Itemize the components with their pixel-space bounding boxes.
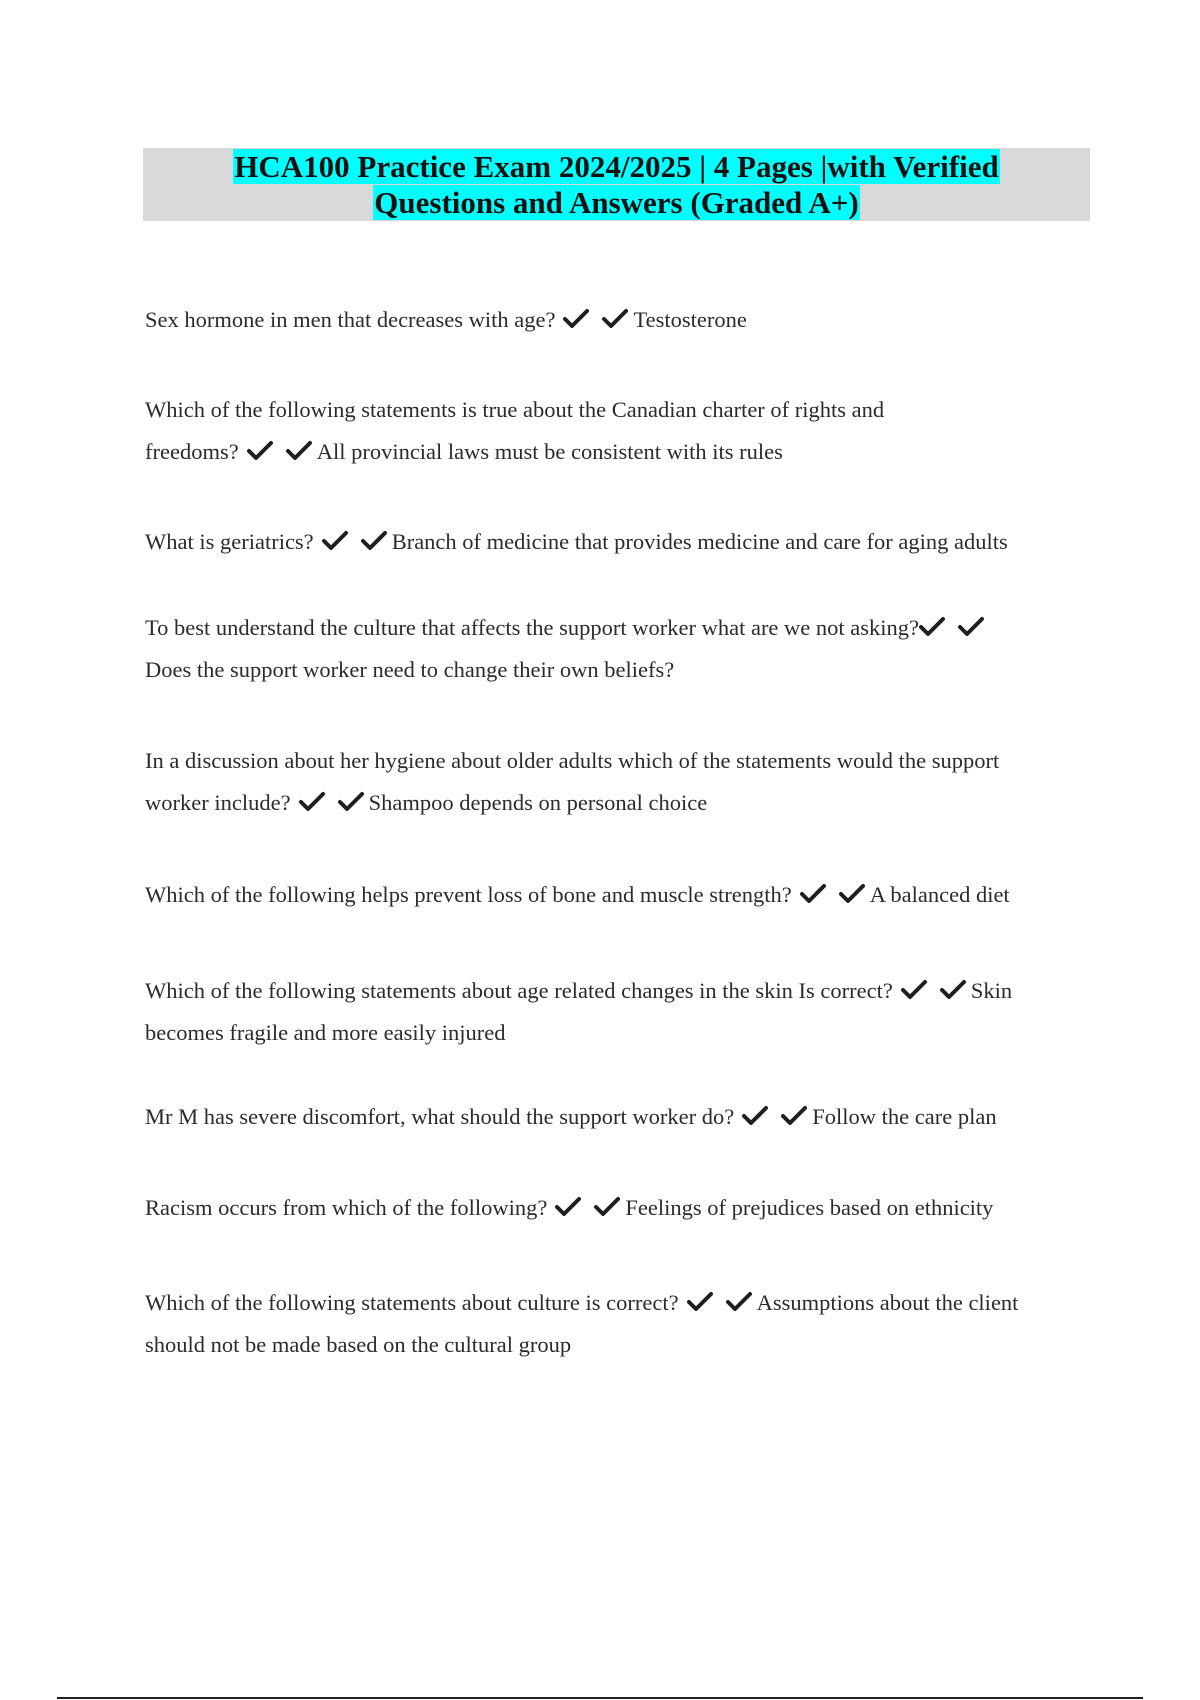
checkmark-icon [800, 883, 826, 905]
checkmark-icon [299, 791, 325, 813]
question-text: Sex hormone in men that decreases with age? [145, 307, 556, 332]
checkmark-icon [687, 1291, 713, 1313]
answer-text: Assumptions about the client should not be made based on the cultural group [145, 1290, 1019, 1357]
checkmark-icon [247, 440, 273, 462]
checkmark-icon [940, 979, 966, 1001]
checkmark-icon [322, 530, 348, 552]
checkmark-icon [919, 616, 945, 638]
answer-text: Branch of medicine that provides medicine and care for aging adults [391, 529, 1008, 554]
checkmark-icon [781, 1105, 807, 1127]
qa-item-3 [145, 521, 1105, 563]
qa-item-8 [145, 1096, 1105, 1138]
answer-text: Follow the care plan [812, 1104, 997, 1129]
question-text: To best understand the culture that affects the support worker what are we not asking? [145, 615, 920, 640]
checkmark-icon [563, 308, 589, 330]
answer-text: Feelings of prejudices based on ethnicity [625, 1195, 994, 1220]
answer-text: Testosterone [633, 307, 747, 332]
qa-item-7 [145, 970, 1045, 1054]
question-text: Which of the following statements is true about the Canadian charter of rights and freedoms? [145, 397, 885, 464]
checkmark-icon [602, 308, 628, 330]
checkmark-icon [286, 440, 312, 462]
qa-item-5 [145, 740, 1005, 824]
qa-item-1 [145, 299, 1095, 341]
title-highlight-1: HCA100 Practice Exam 2024/2025 | 4 Pages |with Verified [234, 148, 999, 184]
checkmark-icon [361, 530, 387, 552]
qa-item-10 [145, 1282, 1045, 1366]
checkmark-icon [594, 1196, 620, 1218]
checkmark-icon [555, 1196, 581, 1218]
question-text: Which of the following statements about age related changes in the skin Is correct? [145, 978, 893, 1003]
question-text: Which of the following statements about culture is correct? [145, 1290, 679, 1315]
title-highlight-2: Questions and Answers (Graded A+) [374, 184, 859, 220]
checkmark-icon [726, 1291, 752, 1313]
checkmark-icon [839, 883, 865, 905]
question-text: What is geriatrics? [145, 529, 314, 554]
qa-item-6 [145, 874, 1105, 916]
answer-text: All provincial laws must be consistent with its rules [316, 439, 783, 464]
question-text: Mr M has severe discomfort, what should the support worker do? [145, 1104, 735, 1129]
checkmark-icon [742, 1105, 768, 1127]
checkmark-icon [958, 616, 984, 638]
question-text: In a discussion about her hygiene about older adults which of the statements would the support worker include? [145, 748, 1000, 815]
question-text: Racism occurs from which of the following? [145, 1195, 548, 1220]
qa-item-2 [145, 389, 965, 473]
answer-text: Skin becomes fragile and more easily injured [145, 978, 1013, 1045]
answer-text: Does the support worker need to change their own beliefs? [145, 657, 675, 682]
qa-item-9 [145, 1187, 1105, 1229]
answer-text: A balanced diet [869, 882, 1010, 907]
title-band [143, 148, 1090, 221]
answer-text: Shampoo depends on personal choice [368, 790, 708, 815]
question-text: Which of the following helps prevent loss of bone and muscle strength? [145, 882, 792, 907]
document-title-line-2 [373, 185, 859, 221]
footer-divider [57, 1697, 1143, 1699]
checkmark-icon [901, 979, 927, 1001]
qa-item-4 [145, 607, 1005, 691]
document-title-line-1 [233, 149, 999, 185]
checkmark-icon [338, 791, 364, 813]
